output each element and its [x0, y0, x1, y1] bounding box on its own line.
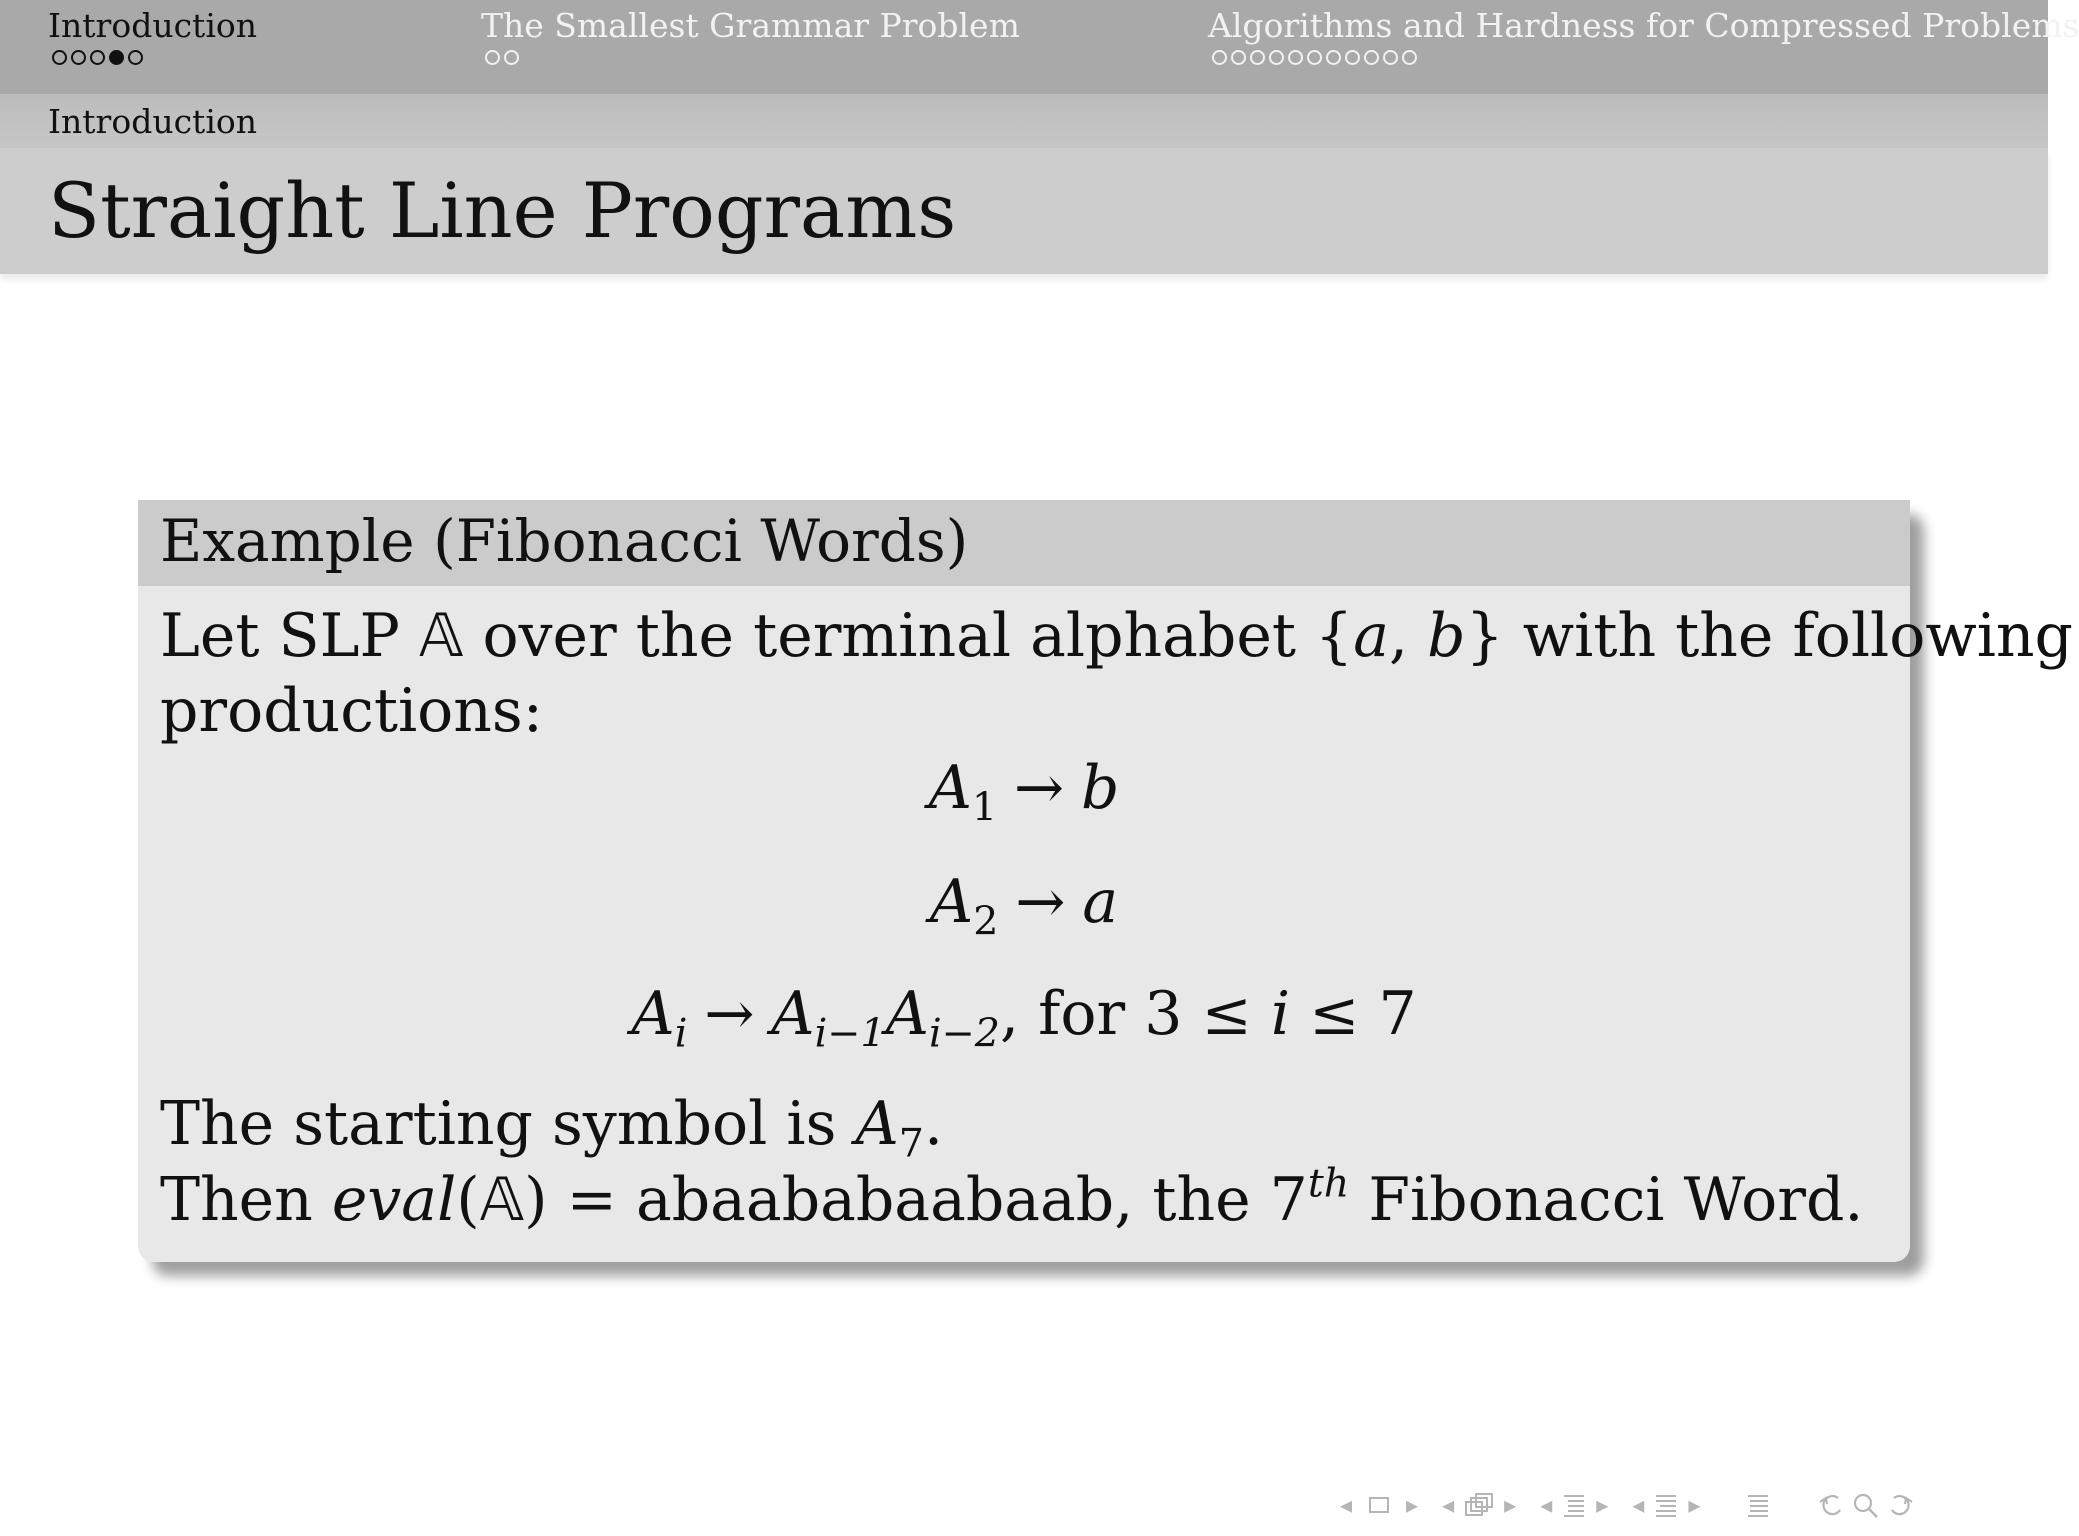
document-icon[interactable]	[1746, 1492, 1770, 1518]
prev-frame-arrow-icon[interactable]: ◂	[1442, 1491, 1455, 1519]
alphabet-symbol-b: b	[1427, 601, 1466, 671]
evaluation-text: , the 7	[1114, 1165, 1308, 1235]
nav-section-title[interactable]: Algorithms and Hardness for Compressed Problems	[1208, 6, 2079, 45]
example-block	[138, 500, 2073, 1262]
beamer-navigation-symbols	[1340, 1488, 1916, 1522]
intro-text: } with the following	[1465, 601, 2073, 671]
frame-dot[interactable]	[504, 50, 519, 65]
frame-dot[interactable]	[1402, 50, 1417, 65]
frame-title: Straight Line Programs	[48, 166, 957, 255]
evaluation-text: Then	[160, 1165, 332, 1235]
leq-symbol: ≤	[1309, 979, 1360, 1049]
nav-section-algorithms-hardness[interactable]	[1208, 6, 2079, 65]
intro-text: Let SLP	[160, 601, 419, 671]
evaluation-line	[160, 1160, 1864, 1236]
subsection-bar	[0, 94, 2048, 148]
slp-symbol: 𝔸	[418, 601, 464, 671]
frame-dot[interactable]	[52, 50, 67, 65]
prev-subsection-arrow-icon[interactable]: ◂	[1540, 1491, 1553, 1519]
production-rhs-2: A	[885, 979, 929, 1049]
intro-line-1	[160, 600, 2073, 672]
intro-text: over the terminal alphabet {	[463, 601, 1354, 671]
next-frame-arrow-icon[interactable]: ▸	[1504, 1491, 1517, 1519]
nav-section-frame-dots	[485, 50, 1020, 65]
production-rhs-1-subscript: i−1	[814, 1010, 886, 1057]
leq-symbol: ≤	[1201, 979, 1252, 1049]
current-frame-dot[interactable]	[109, 50, 124, 65]
nav-section-frame-dots	[1212, 50, 2079, 65]
intro-line-2: productions:	[160, 676, 543, 746]
frame-dot[interactable]	[1269, 50, 1284, 65]
starting-symbol-subscript: 7	[898, 1120, 924, 1167]
frame-dot[interactable]	[1383, 50, 1398, 65]
starting-symbol-text: The starting symbol is	[160, 1089, 856, 1159]
starting-symbol-period: .	[923, 1089, 944, 1159]
subsection-label: Introduction	[48, 102, 257, 141]
frame-dot[interactable]	[128, 50, 143, 65]
production-3	[138, 978, 1910, 1057]
prev-section-arrow-icon[interactable]: ◂	[1632, 1491, 1645, 1519]
nav-section-smallest-grammar[interactable]	[481, 6, 1020, 65]
production-lhs-subscript: 1	[971, 784, 998, 831]
production-2	[138, 866, 1910, 945]
frame-dot[interactable]	[485, 50, 500, 65]
example-block-header	[138, 500, 1910, 586]
frame-dot[interactable]	[1231, 50, 1246, 65]
eval-paren: (	[456, 1165, 480, 1235]
section-navigation-bar	[0, 0, 2079, 94]
production-rhs: a	[1082, 867, 1119, 937]
starting-symbol-line	[160, 1088, 944, 1167]
ordinal-superscript: th	[1307, 1160, 1350, 1207]
arrow-icon: →	[704, 979, 755, 1049]
eval-paren: )	[524, 1165, 548, 1235]
production-1	[138, 752, 1910, 831]
slp-symbol: 𝔸	[479, 1165, 525, 1235]
nav-section-title[interactable]: The Smallest Grammar Problem	[481, 6, 1020, 45]
production-lhs-subscript: i	[674, 1010, 688, 1057]
section-icon[interactable]	[1654, 1492, 1678, 1518]
example-title: Example (Fibonacci Words)	[160, 507, 969, 575]
forward-icon[interactable]	[1886, 1492, 1916, 1518]
frame-dot[interactable]	[1345, 50, 1360, 65]
frame-dot[interactable]	[1288, 50, 1303, 65]
production-lhs: A	[631, 979, 675, 1049]
next-slide-arrow-icon[interactable]: ▸	[1406, 1491, 1419, 1519]
frame-dot[interactable]	[71, 50, 86, 65]
production-rhs-1: A	[771, 979, 815, 1049]
search-icon[interactable]	[1852, 1492, 1880, 1518]
index-variable: i	[1251, 979, 1310, 1049]
arrow-icon: →	[1015, 867, 1066, 937]
starting-symbol: A	[855, 1089, 899, 1159]
fibonacci-word: abaababaabaab	[635, 1165, 1115, 1235]
production-condition: , for 3	[999, 979, 1202, 1049]
production-rhs-2-subscript: i−2	[928, 1010, 1000, 1057]
alphabet-symbol-a: a	[1353, 601, 1389, 671]
arrow-icon: →	[1013, 753, 1065, 823]
production-lhs: A	[929, 867, 974, 937]
next-subsection-arrow-icon[interactable]: ▸	[1596, 1491, 1609, 1519]
frame-dot[interactable]	[90, 50, 105, 65]
frame-title-bar	[0, 148, 2048, 274]
frame-dot[interactable]	[1364, 50, 1379, 65]
subsection-icon[interactable]	[1562, 1492, 1586, 1518]
frame-dot[interactable]	[1326, 50, 1341, 65]
next-section-arrow-icon[interactable]: ▸	[1688, 1491, 1701, 1519]
prev-slide-arrow-icon[interactable]: ◂	[1340, 1491, 1353, 1519]
evaluation-text: Fibonacci Word.	[1349, 1165, 1864, 1235]
nav-section-title[interactable]: Introduction	[48, 6, 257, 45]
frame-dot[interactable]	[1250, 50, 1265, 65]
frame-icon[interactable]	[1464, 1492, 1494, 1518]
production-lhs: A	[928, 753, 972, 823]
nav-section-frame-dots	[52, 50, 257, 65]
frame-dot[interactable]	[1212, 50, 1227, 65]
frame-dot[interactable]	[1307, 50, 1322, 65]
equals-symbol: =	[547, 1165, 636, 1235]
eval-function: eval	[331, 1165, 457, 1235]
alphabet-comma: ,	[1388, 601, 1428, 671]
production-rhs: b	[1080, 753, 1120, 823]
back-icon[interactable]	[1816, 1492, 1846, 1518]
slide-icon[interactable]	[1368, 1496, 1390, 1514]
nav-section-introduction[interactable]	[48, 6, 257, 65]
production-condition: 7	[1359, 979, 1417, 1049]
production-lhs-subscript: 2	[973, 898, 999, 945]
